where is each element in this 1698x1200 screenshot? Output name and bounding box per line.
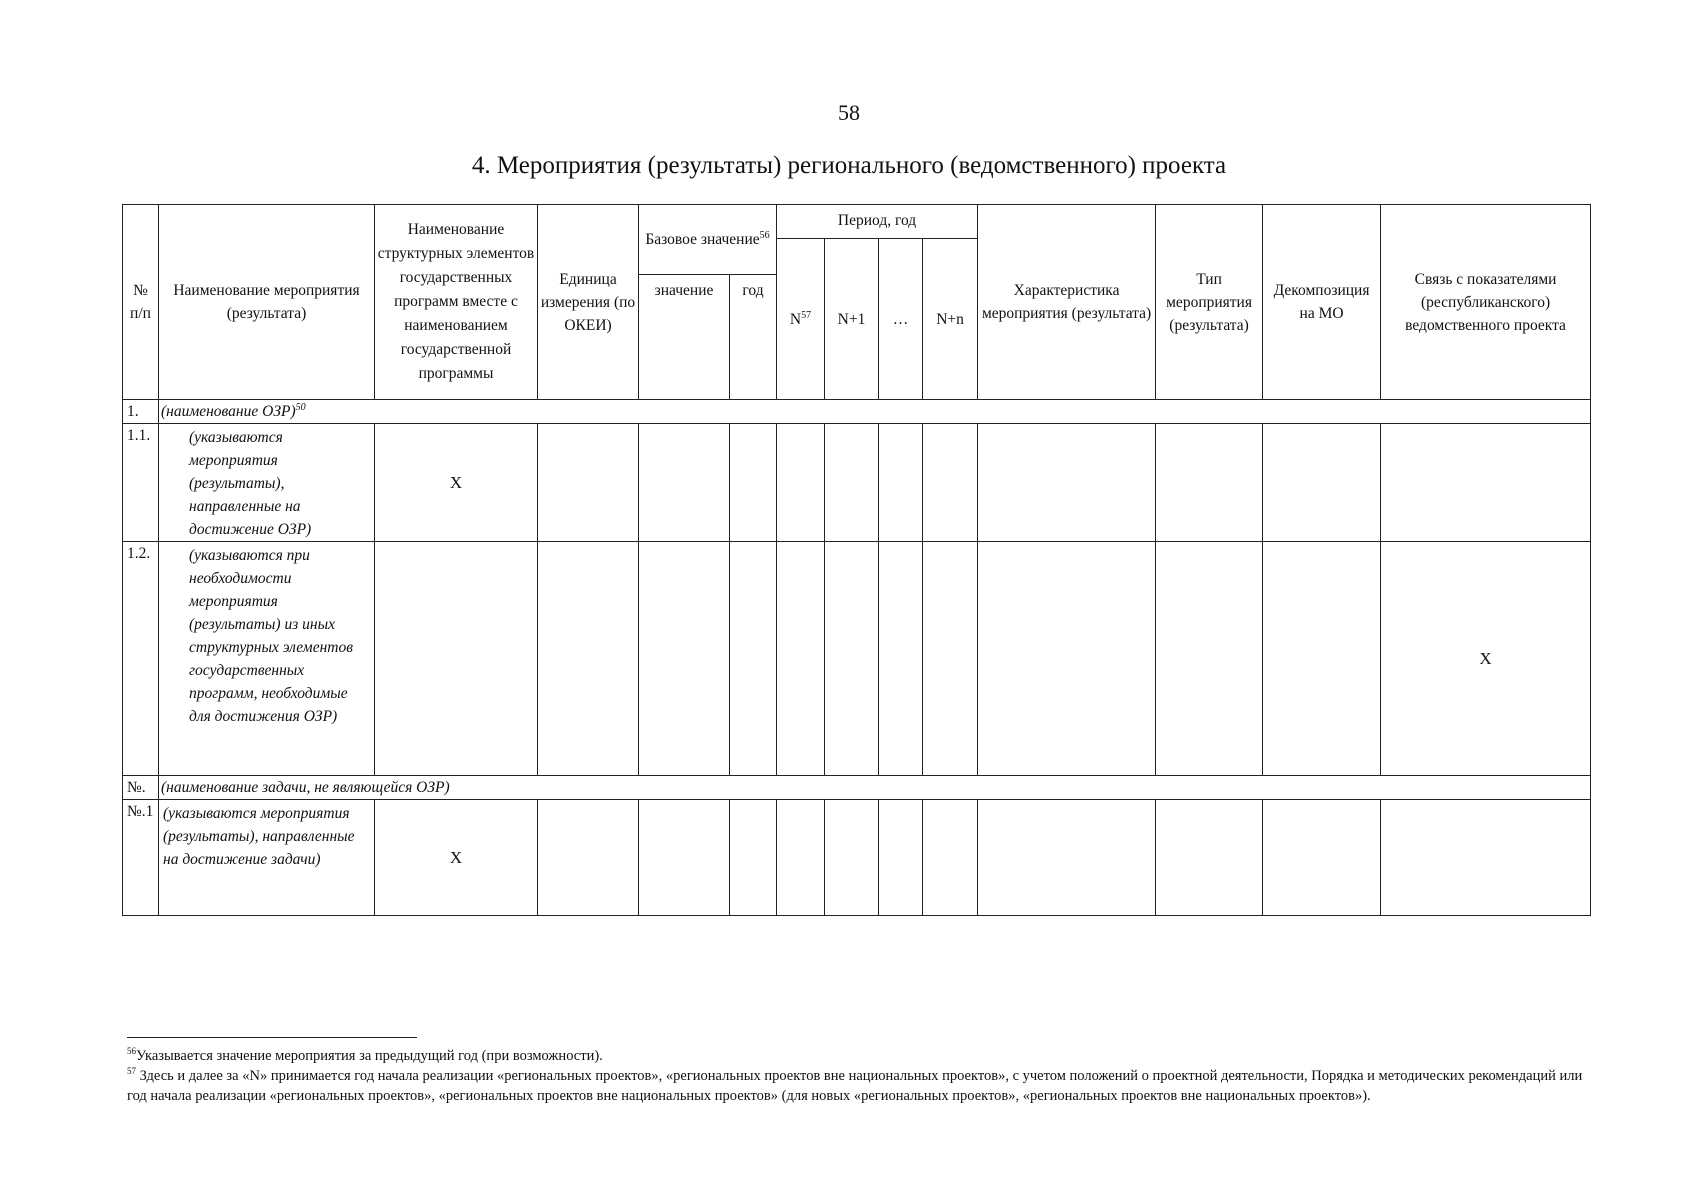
cell xyxy=(825,542,879,776)
footnote-divider xyxy=(127,1037,417,1038)
cell xyxy=(1263,542,1381,776)
row11-name: (указываются мероприятия (результаты), направленные на достижение ОЗР) xyxy=(159,424,375,542)
cell xyxy=(538,542,639,776)
period-n-note: 57 xyxy=(801,309,812,321)
cell xyxy=(825,800,879,916)
cell xyxy=(978,424,1156,542)
cell xyxy=(730,800,777,916)
cell xyxy=(978,542,1156,776)
cell xyxy=(923,542,978,776)
header-link: Связь с показателями (республиканского) ведомственного проекта xyxy=(1381,205,1591,400)
cell xyxy=(777,542,825,776)
cell xyxy=(923,800,978,916)
header-decomposition: Декомпозиция на МО xyxy=(1263,205,1381,400)
cell xyxy=(1381,800,1591,916)
table-row xyxy=(123,800,1591,916)
header-struct-elements: Наименование структурных элементов государственных программ вместе с наименованием государственной программы xyxy=(375,205,538,400)
cell xyxy=(730,424,777,542)
header-name: Наименование мероприятия (результата) xyxy=(159,205,375,400)
events-table xyxy=(122,204,1591,916)
cell xyxy=(639,424,730,542)
header-characteristic: Характеристика мероприятия (результата) xyxy=(978,205,1156,400)
row11-num: 1.1. xyxy=(123,424,159,542)
footnotes xyxy=(127,1046,1597,1106)
group2-num: №. xyxy=(123,776,159,800)
table-row xyxy=(123,424,1591,542)
cell xyxy=(639,800,730,916)
cell xyxy=(923,424,978,542)
cell xyxy=(1381,424,1591,542)
row21-name: (указываются мероприятия (результаты), направленные на достижение задачи) xyxy=(159,800,375,916)
cell xyxy=(375,542,538,776)
row21-num: №.1 xyxy=(123,800,159,916)
cell xyxy=(639,542,730,776)
header-base-value-year: год xyxy=(730,275,777,400)
table-row xyxy=(123,542,1591,776)
cell xyxy=(978,800,1156,916)
section-title: 4. Мероприятия (результаты) регионального (ведомственного) проекта xyxy=(471,152,1227,179)
footnote-57: $^{57}$ Здесь и далее за «N» принимается год начала реализации «региональных проектов», «региональных проектов вне национальных проектов», с учетом положений о проектной деятельности, Порядка и методических рекомендаций или год начала реализации «региональных проектов», «региональных проектов вне национальных проектов» (для новых «региональных проектов», «региональных проектов вне национальных проектов»). xyxy=(127,1066,1583,1104)
header-base-value: Базовое значение$^{56}$ xyxy=(639,205,777,275)
cell xyxy=(777,800,825,916)
cell xyxy=(1263,424,1381,542)
cell xyxy=(1156,542,1263,776)
header-period-dots: … xyxy=(879,239,923,400)
row11-struct-mark: Х xyxy=(375,424,538,542)
group1-name: (наименование ОЗР)$^{50}$ xyxy=(159,400,1591,424)
cell xyxy=(879,542,923,776)
cell xyxy=(1156,800,1263,916)
cell xyxy=(538,800,639,916)
cell xyxy=(730,542,777,776)
group1-note: 50 xyxy=(295,401,306,413)
row12-num: 1.2. xyxy=(123,542,159,776)
cell xyxy=(1156,424,1263,542)
row12-link-mark: Х xyxy=(1381,542,1591,776)
cell xyxy=(879,800,923,916)
group-row-task xyxy=(123,776,1591,800)
group2-name: (наименование задачи, не являющейся ОЗР) xyxy=(159,776,1591,800)
header-row-1 xyxy=(123,205,1591,239)
header-period-nn: N+n xyxy=(923,239,978,400)
header-period-n1: N+1 xyxy=(825,239,879,400)
header-base-value-value: значение xyxy=(639,275,730,400)
row12-name: (указываются при необходимости мероприятия (результаты) из иных структурных элементов государственных программ, необходимые для достижения ОЗР) xyxy=(159,542,375,776)
base-value-note: 56 xyxy=(759,229,770,241)
header-type: Тип мероприятия (результата) xyxy=(1156,205,1263,400)
row21-struct-mark: Х xyxy=(375,800,538,916)
page-number: 58 xyxy=(838,100,860,125)
cell xyxy=(879,424,923,542)
header-unit: Единица измерения (по ОКЕИ) xyxy=(538,205,639,400)
cell xyxy=(825,424,879,542)
group1-num: 1. xyxy=(123,400,159,424)
footnote-56: $^{56}$Указывается значение мероприятия за предыдущий год (при возможности). xyxy=(127,1046,603,1064)
cell xyxy=(1263,800,1381,916)
cell xyxy=(538,424,639,542)
header-period-n: $N^{57}$ xyxy=(777,239,825,400)
header-period: Период, год xyxy=(777,205,978,239)
group-row-ozr xyxy=(123,400,1591,424)
cell xyxy=(777,424,825,542)
header-num: № п/п xyxy=(123,205,159,400)
